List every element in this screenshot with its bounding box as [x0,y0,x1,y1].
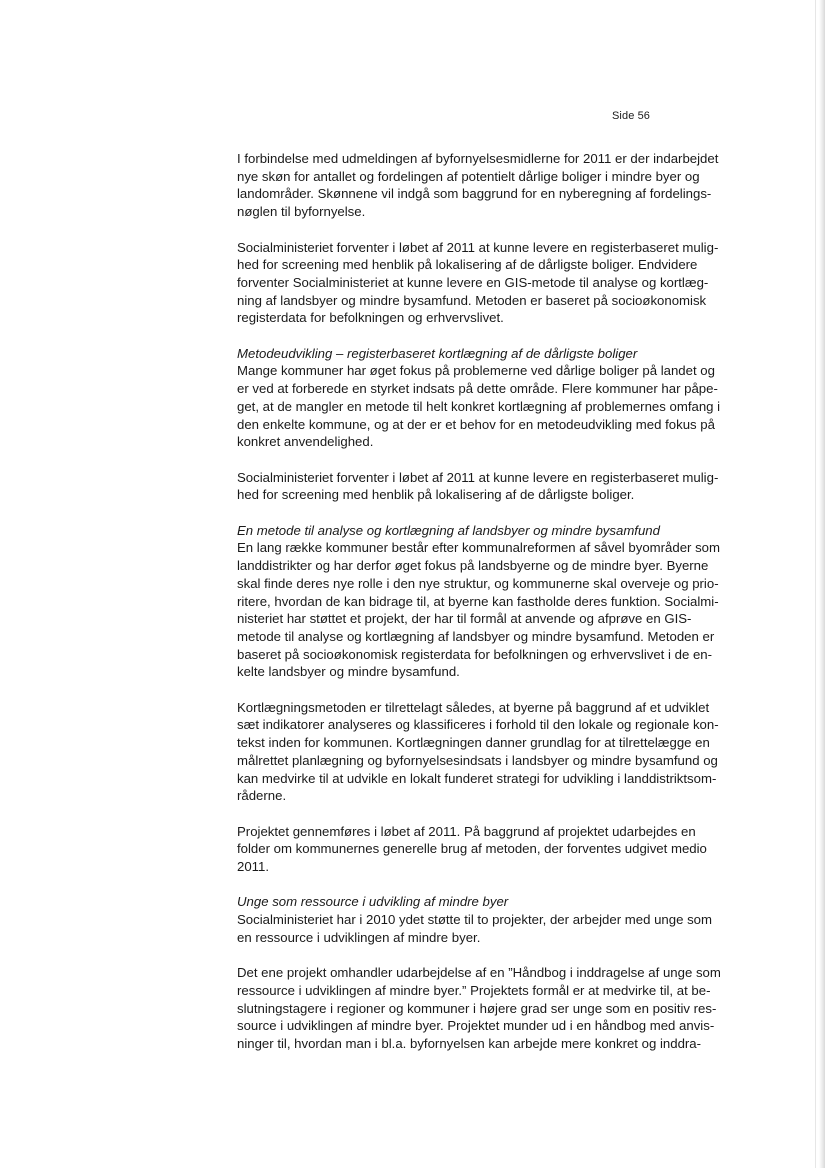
text-line: folder om kommunernes generelle brug af metoden, der forventes udgivet medio [237,841,707,857]
section-heading: Metodeudvikling – registerbaseret kortlægning af de dårligste boliger [237,345,638,361]
text-line: målrettet planlægning og byfornyelsesindsats i landsbyer og mindre bysamfund og [237,752,718,768]
scan-edge-shadow [819,0,825,1168]
paragraph-projektet [237,823,751,876]
text-line: tekst inden for kommunen. Kortlægningen danner grundlag for at tilrettelægge en [237,735,710,751]
page-number: Side 56 [612,110,651,122]
paragraph-haandbog [237,964,751,1053]
text-line: konkret anvendelighed. [237,434,374,450]
text-line: I forbindelse med udmeldingen af byfornyelsesmidlerne for 2011 er der indarbejdet [237,151,719,166]
text-line: forventer Socialministeriet at kunne levere en GIS-metode til analyse og kortlæg- [237,274,709,290]
paragraph-text [237,239,751,328]
section-unge-som-ressource [237,893,751,946]
section-gis-metode [237,522,751,681]
paragraph-expectations [237,239,751,328]
text-line: Socialministeriet har i 2010 ydet støtte til to projekter, der arbejder med unge som [237,912,712,928]
text-line: skal finde deres nye rolle i den nye struktur, og kommunerne skal overveje og prio- [237,575,719,591]
paragraph-text [237,823,751,876]
text-line: ning af landsbyer og mindre bysamfund. Metoden er baseret på socioøkonomisk [237,292,707,308]
paragraph-kortlaegning [237,699,751,805]
text-line: Kortlægningsmetoden er tilrettelagt således, at byerne på baggrund af et udviklet [237,699,710,715]
text-line: ressource i udviklingen af mindre byer.” Projektets formål er at medvirke til, at be- [237,982,711,998]
text-line: landdistrikter og har derfor øget fokus på landsbyerne og de mindre byer. Byerne [237,558,709,574]
paragraph-text [237,150,751,221]
text-line: hed for screening med henblik på lokalisering af de dårligste boliger. [237,487,635,503]
body-text [237,150,751,1070]
section-metodeudvikling [237,345,751,451]
text-line: baseret på socioøkonomisk registerdata for befolkningen og erhvervslivet i de en- [237,646,713,662]
text-line: råderne. [237,788,287,804]
paragraph-screening [237,469,751,504]
text-line: ninger til, hvordan man i bl.a. byfornyelsen kan arbejde mere konkret og inddra- [237,1036,702,1052]
paragraph-text [237,539,751,681]
text-line: nøglen til byfornyelse. [237,204,366,220]
paragraph-text [237,964,751,1053]
text-line: en ressource i udviklingen af mindre byer. [237,929,481,945]
text-line: registerdata for befolkningen og erhvervslivet. [237,310,504,326]
text-line: Socialministeriet forventer i løbet af 2011 at kunne levere en registerbaseret mulig- [237,469,719,485]
text-line: Mange kommuner har øget fokus på problemerne ved dårlige boliger på landet og [237,363,715,379]
text-line: nisteriet har støttet et projekt, der har til formål at anvende og afprøve en GIS- [237,611,692,627]
text-line: Projektet gennemføres i løbet af 2011. På baggrund af projektet udarbejdes en [237,823,696,839]
text-line: 2011. [237,859,270,875]
text-line: Det ene projekt omhandler udarbejdelse af en ”Håndbog i inddragelse af unge som [237,965,721,981]
paragraph-text [237,362,751,451]
text-line: nye skøn for antallet og fordelingen af potentielt dårlige boliger i mindre byer og [237,168,700,184]
text-line: get, at de mangler en metode til helt konkret kortlægning af problemernes omfang i [237,398,721,414]
text-line: Socialministeriet forventer i løbet af 2011 at kunne levere en registerbaseret mulig- [237,239,719,255]
paragraph-intro [237,150,751,221]
section-heading: En metode til analyse og kortlægning af landsbyer og mindre bysamfund [237,522,660,538]
scan-edge-line [815,0,816,1168]
section-heading: Unge som ressource i udvikling af mindre byer [237,894,509,910]
text-line: den enkelte kommune, og at der er et behov for en metodeudvikling med fokus på [237,416,715,432]
text-line: metode til analyse og kortlægning af landsbyer og mindre bysamfund. Metoden er [237,628,715,644]
text-line: kan medvirke til at udvikle en lokalt funderet strategi for udvikling i landdistriktsom- [237,770,717,786]
text-line: landområder. Skønnene vil indgå som baggrund for en nyberegning af fordelings- [237,186,712,202]
paragraph-text [237,699,751,805]
text-line: hed for screening med henblik på lokalisering af de dårligste boliger. Endvidere [237,257,698,273]
text-line: er ved at forberede en styrket indsats på dette område. Flere kommuner har påpe- [237,381,718,397]
text-line: slutningstagere i regioner og kommuner i højere grad ser unge som en positiv res- [237,1000,717,1016]
text-line: kelte landsbyer og mindre bysamfund. [237,664,460,680]
text-line: source i udviklingen af mindre byer. Projektet munder ud i en håndbog med anvis- [237,1018,715,1034]
paragraph-text [237,911,751,946]
text-line: En lang række kommuner består efter kommunalreformen af såvel byområder som [237,540,721,556]
paragraph-text [237,469,751,504]
text-line: sæt indikatorer analyseres og klassificeres i forhold til den lokale og regionale kon- [237,717,719,733]
text-line: ritere, hvordan de kan bidrage til, at byerne kan fastholde deres funktion. Socialmi- [237,593,719,609]
